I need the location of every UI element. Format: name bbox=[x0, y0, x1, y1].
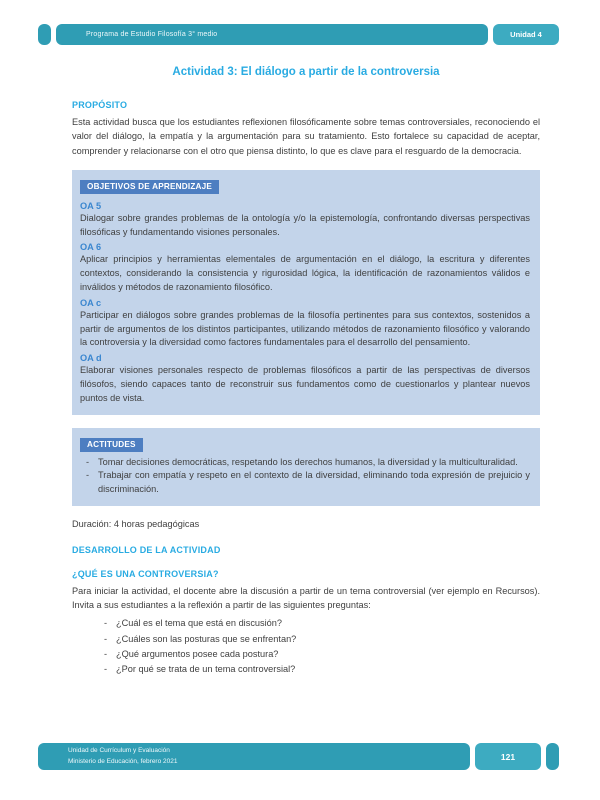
oa-code: OA 5 bbox=[80, 200, 102, 211]
oa-text: Aplicar principios y herramientas elementales de argumentación en el diálogo, la escritura y diferentes contextos, considerando la consistencia y rigurosidad lógica, la identificación de razonamientos válidos e inválidos y métodos de razonamiento filosófico. bbox=[80, 254, 530, 292]
actitud-text: Trabajar con empatía y respeto en el contexto de la diversidad, eliminando toda expresión de prejuicio y discriminación. bbox=[98, 470, 530, 495]
oa-code: OA c bbox=[80, 297, 102, 308]
actitudes-box bbox=[72, 428, 540, 506]
objetivos-box bbox=[72, 170, 540, 415]
actitudes-heading: ACTITUDES bbox=[80, 438, 143, 452]
oa-item-d bbox=[80, 353, 530, 405]
oa-text: Participar en diálogos sobre grandes problemas de la filosofía pertinentes para sus contextos, sostenidos a partir de argumentos de los distintos participantes, utilizando métodos de razonamiento filosófico y valorando la controversia y la diversidad como factores fundamentales para el desarrollo del pensamiento. bbox=[80, 309, 530, 348]
unit-tab bbox=[493, 24, 559, 45]
objetivos-heading: OBJETIVOS DE APRENDIZAJE bbox=[80, 180, 219, 194]
pregunta-item bbox=[100, 632, 540, 647]
actitud-item bbox=[82, 456, 530, 470]
bullet-dash: - bbox=[104, 663, 108, 674]
pregunta-text: ¿Cuál es el tema que está en discusión? bbox=[116, 618, 282, 629]
pregunta-item bbox=[100, 662, 540, 677]
preguntas-list bbox=[100, 616, 540, 677]
bullet-dash: - bbox=[86, 470, 90, 481]
pregunta-item bbox=[100, 647, 540, 662]
footer-org-line1: Unidad de Currículum y Evaluación bbox=[68, 747, 170, 755]
oa-text: Dialogar sobre grandes problemas de la ontología y/o la epistemología, confrontando diversas perspectivas filosóficas y fundamentando visiones personales. bbox=[80, 212, 530, 237]
desarrollo-heading: DESARROLLO DE LA ACTIVIDAD bbox=[72, 544, 221, 555]
footer-bar bbox=[38, 743, 559, 770]
header-program-bar bbox=[56, 24, 488, 45]
activity-title: Actividad 3: El diálogo a partir de la controversia bbox=[172, 66, 440, 78]
duracion-text: Duración: 4 horas pedagógicas bbox=[72, 518, 200, 529]
proposito-text: Esta actividad busca que los estudiantes reflexionen filosóficamente sobre temas controversiales, reconociendo el valor del diálogo, la empatía y la argumentación para su tratamiento. Esto fortalece su capacidad de aceptar, comprender y relacionarse con el otro que piensa distinto, lo que es clave para el resguardo de la democracia. bbox=[72, 117, 540, 156]
pregunta-text: ¿Cuáles son las posturas que se enfrentan? bbox=[116, 633, 297, 644]
actitudes-list bbox=[80, 456, 530, 497]
oa-code: OA 6 bbox=[80, 242, 102, 253]
pregunta-text: ¿Por qué se trata de un tema controversial? bbox=[116, 663, 296, 674]
oa-code: OA d bbox=[80, 353, 102, 364]
bullet-dash: - bbox=[104, 618, 108, 629]
oa-item-5 bbox=[80, 201, 530, 240]
page-number: 121 bbox=[500, 751, 516, 762]
oa-item-c bbox=[80, 298, 530, 350]
controversia-heading: ¿QUÉ ES UNA CONTROVERSIA? bbox=[72, 568, 219, 579]
bullet-dash: - bbox=[104, 648, 108, 659]
page-content bbox=[72, 66, 540, 677]
page-number-tab bbox=[475, 743, 541, 770]
program-title: Programa de Estudio Filosofía 3° medio bbox=[86, 31, 218, 38]
bullet-dash: - bbox=[104, 633, 108, 644]
controversia-intro: Para iniciar la actividad, el docente abre la discusión a partir de un tema controversial (ver ejemplo en Recursos). Invita a sus estudiantes a la reflexión a partir de las siguientes preguntas: bbox=[72, 585, 540, 611]
footer-org bbox=[38, 743, 470, 770]
header-corner-decoration bbox=[38, 24, 51, 45]
pregunta-text: ¿Qué argumentos posee cada postura? bbox=[116, 648, 279, 659]
footer-corner-decoration bbox=[546, 743, 559, 770]
header-bar bbox=[38, 24, 559, 45]
actitud-text: Tomar decisiones democráticas, respetando los derechos humanos, la diversidad y la multiculturalidad. bbox=[98, 456, 518, 467]
pregunta-item bbox=[100, 616, 540, 631]
actitud-item bbox=[82, 469, 530, 497]
oa-item-6 bbox=[80, 242, 530, 294]
footer-org-line2: Ministerio de Educación, febrero 2021 bbox=[68, 757, 178, 765]
oa-text: Elaborar visiones personales respecto de problemas filosóficos a partir de las perspectivas de diversos filósofos, siendo capaces tanto de reconstruir sus fundamentos como de cuestionarlos y plantear nuevos puntos de vista. bbox=[80, 365, 530, 403]
unit-label: Unidad 4 bbox=[510, 30, 542, 39]
bullet-dash: - bbox=[86, 456, 90, 467]
proposito-heading: PROPÓSITO bbox=[72, 100, 128, 110]
